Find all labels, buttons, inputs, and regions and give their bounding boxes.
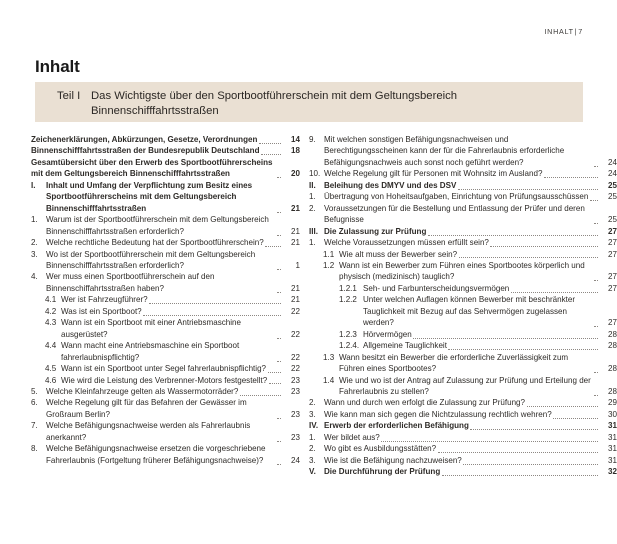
toc-entry[interactable] <box>31 145 300 156</box>
toc-entry-title: Binnenschifffahrtsstraßen der Bundesrepublik Deutschland <box>31 146 260 156</box>
toc-entry-number: 4.3 <box>45 318 57 328</box>
toc-entry[interactable] <box>309 237 617 248</box>
toc-entry[interactable] <box>309 260 617 283</box>
toc-entry-title: Welche rechtliche Bedeutung hat der Sportbootführerschein? <box>46 238 264 248</box>
toc-entry-number: 10. <box>309 169 321 179</box>
toc-entry-title: Mit welchen sonstigen Befähigungsnachweisen und Berechtigungsscheinen kann der für die Fahrerlaubnis erforderliche Befähigungsnachweis auch sonst noch geführt werden? <box>324 135 565 167</box>
toc-entry[interactable] <box>309 466 617 477</box>
toc-entry-number: 1. <box>309 432 316 442</box>
toc-entry-page-number: 1 <box>295 260 300 270</box>
toc-entry-number: 2. <box>309 203 316 213</box>
toc-entry-page-number: 27 <box>608 283 617 293</box>
toc-entry-number: V. <box>309 467 316 477</box>
toc-leader-dots <box>490 239 597 247</box>
toc-leader-dots <box>594 216 598 224</box>
toc-entry-title: Erwerb der erforderlichen Befähigung <box>324 421 469 431</box>
toc-entry[interactable] <box>309 352 617 375</box>
toc-entry[interactable] <box>309 329 617 340</box>
toc-leader-dots <box>438 445 598 453</box>
toc-entry-title: Allgemeine Tauglichkeit <box>363 341 447 351</box>
toc-entry-page-number: 28 <box>608 386 617 396</box>
toc-leader-dots <box>277 434 281 442</box>
toc-entry-number: 3. <box>31 249 38 259</box>
toc-leader-dots <box>590 193 598 201</box>
toc-entry-page-number: 23 <box>291 386 300 396</box>
toc-entry[interactable] <box>31 386 300 397</box>
toc-entry-page-number: 22 <box>291 352 300 362</box>
toc-entry[interactable] <box>31 397 300 420</box>
running-header <box>544 27 583 36</box>
toc-entry-title: Wie wird die Leistung des Verbrenner-Motors festgestellt? <box>61 375 268 385</box>
toc-entry-number: 6. <box>31 398 38 408</box>
toc-entry[interactable] <box>31 180 300 214</box>
toc-leader-dots <box>277 457 281 465</box>
toc-leader-dots <box>381 434 597 442</box>
toc-leader-dots <box>268 365 281 373</box>
toc-entry-number: 4.6 <box>45 375 57 385</box>
toc-entry-page-number: 31 <box>608 432 617 442</box>
toc-entry-page-number: 27 <box>608 272 617 282</box>
toc-entry-title: Warum ist der Sportbootführerschein mit dem Geltungsbereich Binnenschifffahrtsstraßen erforderlich? <box>46 215 269 236</box>
toc-entry-number: 4. <box>31 272 38 282</box>
toc-entry-title: Welche Befähigungsnachweise werden als Fahrerlaubnis anerkannt? <box>46 421 251 442</box>
toc-entry[interactable] <box>309 443 617 454</box>
toc-entry[interactable] <box>31 294 300 305</box>
toc-leader-dots <box>261 147 281 155</box>
toc-leader-dots <box>594 159 598 167</box>
running-header-separator: | <box>574 27 578 36</box>
toc-column-left <box>0 134 300 478</box>
toc-entry-title: Wann besitzt ein Bewerber die erforderliche Zuverlässigkeit zum Führen eines Sportbootes? <box>339 352 569 374</box>
table-of-contents <box>0 134 617 478</box>
toc-entry-page-number: 24 <box>608 169 617 179</box>
toc-leader-dots <box>149 296 280 304</box>
toc-entry-page-number: 28 <box>608 329 617 339</box>
toc-entry[interactable] <box>309 134 617 168</box>
toc-entry-page-number: 27 <box>608 226 617 236</box>
toc-entry[interactable] <box>31 134 300 145</box>
toc-leader-dots <box>277 331 281 339</box>
toc-entry-page-number: 22 <box>291 364 300 374</box>
toc-entry-page-number: 25 <box>608 192 617 202</box>
toc-entry[interactable] <box>31 271 300 294</box>
toc-leader-dots <box>413 331 597 339</box>
toc-entry-number: 2. <box>309 398 316 408</box>
toc-leader-dots <box>277 354 281 362</box>
toc-entry-title: Seh- und Farbunterscheidungsvermögen <box>363 283 510 293</box>
toc-entry-number: 4.5 <box>45 364 57 374</box>
toc-entry-page-number: 24 <box>291 455 300 465</box>
toc-entry-number: 9. <box>309 135 316 144</box>
toc-entry-title: Unter welchen Auflagen können Bewerber mit beschränkter Tauglichkeit mit Bezug auf das Sehvermögen zugelassen werden? <box>363 295 576 328</box>
toc-entry-number: 3. <box>309 409 316 419</box>
toc-entry-title: Wie und wo ist der Antrag auf Zulassung zur Prüfung und Erteilung der Fahrerlaubnis zu stellen? <box>339 375 591 396</box>
toc-entry-title: Wie ist die Befähigung nachzuweisen? <box>324 455 462 465</box>
toc-leader-dots <box>594 365 598 373</box>
toc-entry-number: 1. <box>309 238 316 248</box>
toc-entry-title: Welche Regelung gilt für das Befahren der Gewässer im Großraum Berlin? <box>46 398 247 419</box>
toc-entry-number: III. <box>309 226 318 236</box>
toc-entry-number: 2. <box>309 444 316 454</box>
toc-entry-title: Die Durchführung der Prüfung <box>324 467 441 477</box>
toc-entry-number: 1.2.4. <box>339 341 360 351</box>
toc-entry-title: Beleihung des DMYV und des DSV <box>324 180 457 190</box>
toc-entry-page-number: 21 <box>291 283 300 293</box>
toc-entry[interactable] <box>309 168 617 179</box>
toc-entry-page-number: 23 <box>291 432 300 442</box>
toc-entry-number: 5. <box>31 386 38 396</box>
toc-leader-dots <box>259 136 281 144</box>
toc-entry-title: Welche Regelung gilt für Personen mit Wohnsitz im Ausland? <box>324 169 543 179</box>
toc-leader-dots <box>277 262 281 270</box>
toc-entry-title: Wann ist ein Sportboot mit einer Antriebsmaschine ausgerüstet? <box>61 318 241 339</box>
toc-entry-title: Wie kann man sich gegen die Nichtzulassung rechtlich wehren? <box>324 409 552 419</box>
toc-entry[interactable] <box>309 191 617 202</box>
toc-entry-title: Inhalt und Umfang der Verpflichtung zum Besitz eines Sportbootführerscheins mit dem Geltungsbereich Binnenschifffahrtsstraßen <box>46 180 253 213</box>
toc-leader-dots <box>277 170 281 178</box>
toc-entry-page-number: 27 <box>608 238 617 248</box>
toc-leader-dots <box>458 182 598 190</box>
toc-column-right <box>300 134 617 478</box>
toc-entry-number: 1.2.1 <box>339 283 357 293</box>
toc-entry-title: Was ist ein Sportboot? <box>61 306 142 316</box>
toc-entry-page-number: 23 <box>291 409 300 419</box>
toc-entry-title: Wer ist Fahrzeugführer? <box>61 295 148 305</box>
toc-entry-title: Wo gibt es Ausbildungsstätten? <box>324 444 437 454</box>
toc-entry-title: Gesamtübersicht über den Erwerb des Sportbootführerscheins mit dem Geltungsbereich Binnenschifffahrtsstraßen <box>31 157 273 179</box>
toc-leader-dots <box>277 285 281 293</box>
toc-entry[interactable] <box>309 203 617 226</box>
toc-entry-page-number: 21 <box>291 226 300 236</box>
running-header-label: INHALT <box>544 27 574 36</box>
part-banner <box>35 82 583 122</box>
toc-leader-dots <box>448 342 597 350</box>
toc-leader-dots <box>277 205 281 213</box>
toc-entry[interactable] <box>31 420 300 443</box>
toc-leader-dots <box>463 457 597 465</box>
toc-entry-page-number: 21 <box>291 203 300 213</box>
toc-entry-number: 4.2 <box>45 306 57 316</box>
toc-entry[interactable] <box>309 420 617 431</box>
toc-entry-page-number: 32 <box>608 467 617 477</box>
toc-entry[interactable] <box>31 340 300 363</box>
toc-entry-number: 1.2.3 <box>339 329 357 339</box>
toc-entry[interactable] <box>309 340 617 351</box>
toc-entry-page-number: 27 <box>608 249 617 259</box>
toc-entry-number: 1.4 <box>323 375 335 385</box>
toc-entry-page-number: 23 <box>291 375 300 385</box>
toc-leader-dots <box>459 250 598 258</box>
page-title: Inhalt <box>35 57 80 76</box>
toc-leader-dots <box>527 399 598 407</box>
toc-leader-dots <box>594 319 598 327</box>
toc-entry-page-number: 31 <box>608 444 617 454</box>
toc-entry-title: Hörvermögen <box>363 329 412 339</box>
toc-leader-dots <box>442 468 598 476</box>
toc-leader-dots <box>511 285 598 293</box>
toc-entry-title: Wer bildet aus? <box>324 432 380 442</box>
toc-entry-title: Wo ist der Sportbootführerschein mit dem Geltungsbereich Binnenschifffahrtsstraßen erforderlich? <box>46 249 256 270</box>
running-header-page-number: 7 <box>578 27 583 36</box>
toc-leader-dots <box>265 239 280 247</box>
toc-entry[interactable] <box>309 432 617 443</box>
toc-entry[interactable] <box>31 157 300 180</box>
toc-leader-dots <box>277 228 281 236</box>
toc-entry-number: 1. <box>31 215 38 225</box>
toc-leader-dots <box>269 376 281 384</box>
toc-entry-number: 7. <box>31 421 38 431</box>
toc-entry-number: 3. <box>309 455 316 465</box>
toc-entry-title: Wann ist ein Sportboot unter Segel fahrerlaubnispflichtig? <box>61 364 267 374</box>
part-banner-label: Teil I <box>57 90 81 102</box>
toc-entry[interactable] <box>309 455 617 466</box>
toc-entry[interactable] <box>309 283 617 294</box>
toc-entry[interactable] <box>309 409 617 420</box>
toc-entry[interactable] <box>31 375 300 386</box>
toc-leader-dots <box>594 273 598 281</box>
toc-leader-dots <box>428 228 598 236</box>
toc-entry-number: I. <box>31 180 36 190</box>
toc-entry-title: Übertragung von Hoheitsaufgaben, Einrichtung von Prüfungsausschüssen <box>324 192 589 202</box>
toc-entry-number: 1.1 <box>323 249 335 259</box>
toc-entry-number: 1.2.2 <box>339 295 357 305</box>
toc-leader-dots <box>553 411 597 419</box>
toc-entry[interactable] <box>31 317 300 340</box>
toc-entry[interactable] <box>31 363 300 374</box>
toc-entry[interactable] <box>31 249 300 272</box>
toc-entry-page-number: 28 <box>608 341 617 351</box>
toc-entry-page-number: 22 <box>291 306 300 316</box>
toc-entry-page-number: 27 <box>608 318 617 328</box>
toc-entry-page-number: 24 <box>608 157 617 167</box>
toc-entry-page-number: 25 <box>608 215 617 225</box>
toc-entry[interactable] <box>31 443 300 466</box>
toc-entry-page-number: 30 <box>608 409 617 419</box>
toc-entry[interactable] <box>31 306 300 317</box>
toc-leader-dots <box>594 388 598 396</box>
toc-entry[interactable] <box>309 397 617 408</box>
toc-entry-page-number: 21 <box>291 295 300 305</box>
toc-entry-page-number: 20 <box>291 169 300 179</box>
toc-entry[interactable] <box>31 237 300 248</box>
toc-entry-title: Welche Voraussetzungen müssen erfüllt sein? <box>324 238 489 248</box>
toc-entry-page-number: 22 <box>291 329 300 339</box>
toc-entry-number: II. <box>309 180 316 190</box>
toc-entry-number: 1.3 <box>323 352 335 362</box>
toc-entry-page-number: 21 <box>291 238 300 248</box>
toc-entry-number: IV. <box>309 421 319 431</box>
toc-leader-dots <box>143 308 280 316</box>
toc-entry-number: 4.4 <box>45 341 57 351</box>
toc-entry[interactable] <box>31 214 300 237</box>
toc-entry-page-number: 14 <box>291 135 300 144</box>
toc-entry[interactable] <box>309 180 617 191</box>
toc-entry-title: Welche Kleinfahrzeuge gelten als Wassermotorräder? <box>46 386 239 396</box>
toc-leader-dots <box>240 388 281 396</box>
toc-entry-page-number: 25 <box>608 180 617 190</box>
toc-entry-title: Wann ist ein Bewerber zum Führen eines Sportbootes körperlich und physisch (medizinisch) tauglich? <box>339 260 585 282</box>
toc-entry-page-number: 31 <box>608 421 617 431</box>
toc-entry-title: Wann macht eine Antriebsmaschine ein Sportboot fahrerlaubnispflichtig? <box>61 341 240 362</box>
toc-entry-title: Wie alt muss der Bewerber sein? <box>339 249 458 259</box>
toc-entry-page-number: 31 <box>608 455 617 465</box>
toc-entry-title: Zeichenerklärungen, Abkürzungen, Gesetze, Verordnungen <box>31 135 258 144</box>
toc-entry-page-number: 18 <box>291 146 300 156</box>
toc-entry-number: 2. <box>31 238 38 248</box>
toc-entry-number: 8. <box>31 444 38 454</box>
toc-entry[interactable] <box>309 375 617 398</box>
toc-entry[interactable] <box>309 249 617 260</box>
part-banner-text: Das Wichtigste über den Sportbootführerschein mit dem Geltungsbereich Binnenschifffahrtsstraßen <box>91 90 458 118</box>
toc-entry-page-number: 29 <box>608 398 617 408</box>
toc-entry-number: 1.2 <box>323 260 335 270</box>
toc-leader-dots <box>470 422 597 430</box>
toc-leader-dots <box>544 170 598 178</box>
toc-entry-title: Wann und durch wen erfolgt die Zulassung zur Prüfung? <box>324 398 525 408</box>
toc-leader-dots <box>277 411 281 419</box>
toc-entry-title: Welche Befähigungsnachweise ersetzen die vorgeschriebene Fahrerlaubnis (Fortgeltung früherer Befähigungsnachweise)? <box>46 444 266 465</box>
toc-entry-title: Die Zulassung zur Prüfung <box>324 226 427 236</box>
toc-entry-number: 1. <box>309 192 316 202</box>
toc-entry[interactable] <box>309 294 617 328</box>
toc-entry[interactable] <box>309 226 617 237</box>
toc-entry-number: 4.1 <box>45 295 57 305</box>
toc-entry-title: Voraussetzungen für die Bestellung und Entlassung der Prüfer und deren Befugnisse <box>324 203 585 225</box>
toc-entry-title: Wer muss einen Sportbootführerschein auf den Binnenschiffahrtsstraßen haben? <box>46 272 215 293</box>
toc-entry-page-number: 28 <box>608 364 617 374</box>
